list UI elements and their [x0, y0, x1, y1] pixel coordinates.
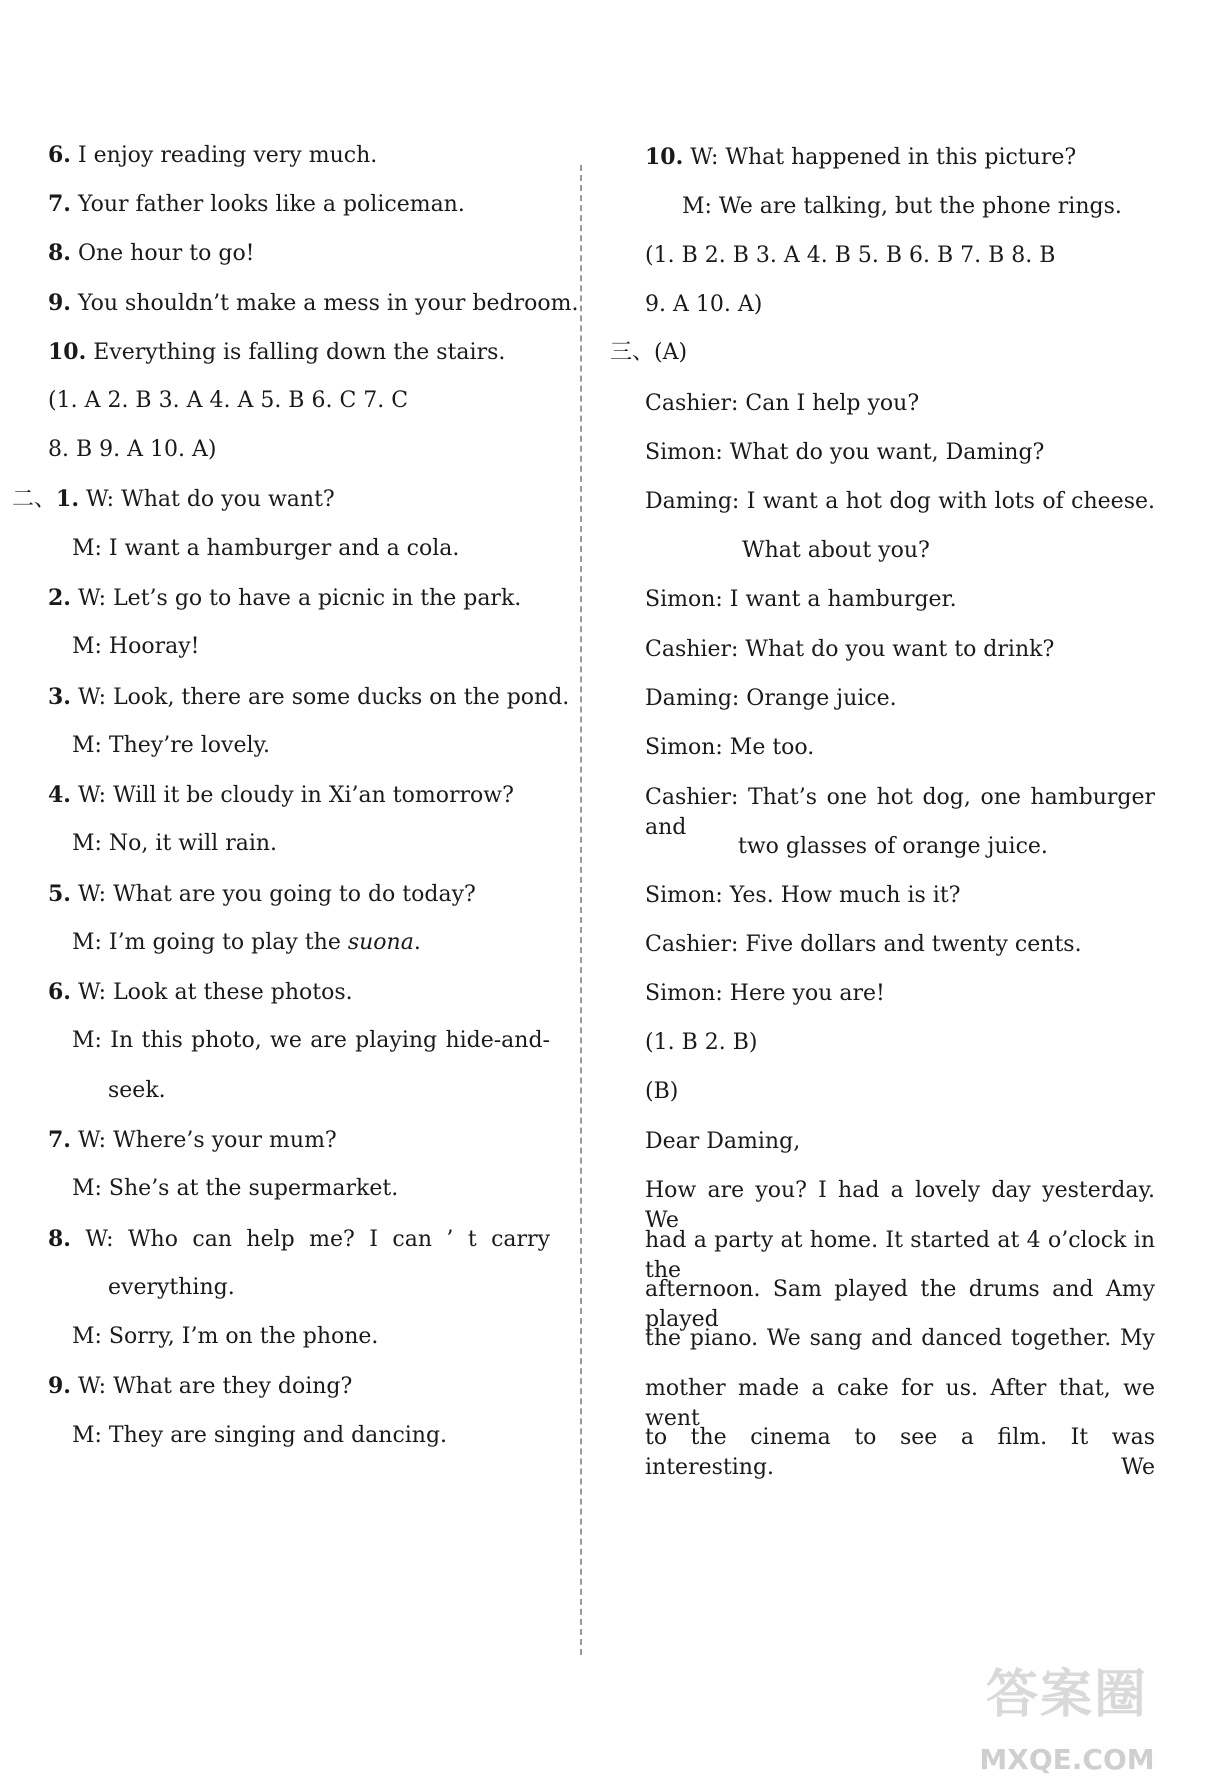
dialogue-line: 7. W: Where’s your mum? [48, 1127, 337, 1153]
dialogue-line: 4. W: Will it be cloudy in Xi’an tomorrow? [48, 782, 514, 808]
text-line: 8. One hour to go! [48, 240, 255, 266]
dialogue-line: Cashier: What do you want to drink? [645, 637, 1055, 662]
answer-key-line: 9. A 10. A) [645, 292, 763, 317]
dialogue-line: M: In this photo, we are playing hide-and- [72, 1028, 550, 1053]
dialogue-line: M: We are talking, but the phone rings. [682, 194, 1122, 219]
section-2-heading-line: 二、1. W: What do you want? [12, 486, 335, 512]
text-line: 9. You shouldn’t make a mess in your bedroom. [48, 290, 579, 316]
dialogue-line: M: She’s at the supermarket. [72, 1176, 399, 1201]
dialogue-line: everything. [108, 1275, 235, 1300]
dialogue-line: two glasses of orange juice. [738, 834, 1048, 859]
dialogue-line: M: I want a hamburger and a cola. [72, 536, 460, 561]
text-line: 7. Your father looks like a policeman. [48, 191, 465, 217]
dialogue-line: Cashier: That’s one hot dog, one hamburger and [645, 785, 1155, 840]
dialogue-line: Daming: Orange juice. [645, 686, 897, 711]
dialogue-line: M: They’re lovely. [72, 733, 271, 758]
section-3-heading: 三、(A) [610, 340, 688, 365]
watermark [947, 1650, 1187, 1780]
dialogue-line: Daming: I want a hot dog with lots of cheese. [645, 489, 1155, 514]
dialogue-line: M: Hooray! [72, 634, 200, 659]
dialogue-line: seek. [108, 1078, 166, 1103]
text-line: 10. Everything is falling down the stairs. [48, 339, 506, 365]
letter-line: afternoon. Sam played the drums and Amy played [645, 1277, 1155, 1332]
dialogue-line: 5. W: What are you going to do today? [48, 881, 476, 907]
dialogue-line: 6. W: Look at these photos. [48, 979, 353, 1005]
dialogue-line: 8. W: Who can help me? I can ’ t carry [48, 1226, 550, 1252]
letter-line: had a party at home. It started at 4 o’clock in the [645, 1228, 1155, 1283]
dialogue-line: Cashier: Five dollars and twenty cents. [645, 932, 1082, 957]
dialogue-line: M: No, it will rain. [72, 831, 278, 856]
answer-key-line: (1. B 2. B 3. A 4. B 5. B 6. B 7. B 8. B [645, 243, 1056, 268]
answer-key-line: (1. A 2. B 3. A 4. A 5. B 6. C 7. C [48, 388, 409, 413]
watermark-logo: 答案圈 [985, 1665, 1148, 1725]
dialogue-line: 9. W: What are they doing? [48, 1373, 353, 1399]
dialogue-line: 3. W: Look, there are some ducks on the pond. [48, 684, 570, 710]
letter-line: to the cinema to see a film. It was interesting. We [645, 1425, 1155, 1480]
dialogue-line: M: Sorry, I’m on the phone. [72, 1324, 379, 1349]
dialogue-line: Simon: Me too. [645, 735, 815, 760]
subsection-heading: (B) [645, 1079, 679, 1104]
dialogue-line: Simon: I want a hamburger. [645, 587, 957, 612]
letter-greeting: Dear Daming, [645, 1129, 801, 1154]
letter-line: How are you? I had a lovely day yesterday. We [645, 1178, 1155, 1233]
dialogue-line: 2. W: Let’s go to have a picnic in the park. [48, 585, 522, 611]
dialogue-line: Simon: What do you want, Daming? [645, 440, 1045, 465]
dialogue-line: 10. W: What happened in this picture? [645, 144, 1077, 170]
watermark-url: MXQE.COM [979, 1743, 1155, 1776]
dialogue-line: M: They are singing and dancing. [72, 1423, 448, 1448]
letter-line: the piano. We sang and danced together. My [645, 1326, 1155, 1351]
letter-line: mother made a cake for us. After that, we went [645, 1376, 1155, 1431]
column-divider [580, 165, 582, 1655]
dialogue-line: Cashier: Can I help you? [645, 391, 920, 416]
answer-key-line: (1. B 2. B) [645, 1030, 758, 1055]
dialogue-line: What about you? [742, 538, 930, 563]
dialogue-line: M: I’m going to play the suona. [72, 930, 421, 955]
dialogue-line: Simon: Here you are! [645, 981, 885, 1006]
answer-key-line: 8. B 9. A 10. A) [48, 437, 217, 462]
text-line: 6. I enjoy reading very much. [48, 142, 378, 168]
dialogue-line: Simon: Yes. How much is it? [645, 883, 961, 908]
